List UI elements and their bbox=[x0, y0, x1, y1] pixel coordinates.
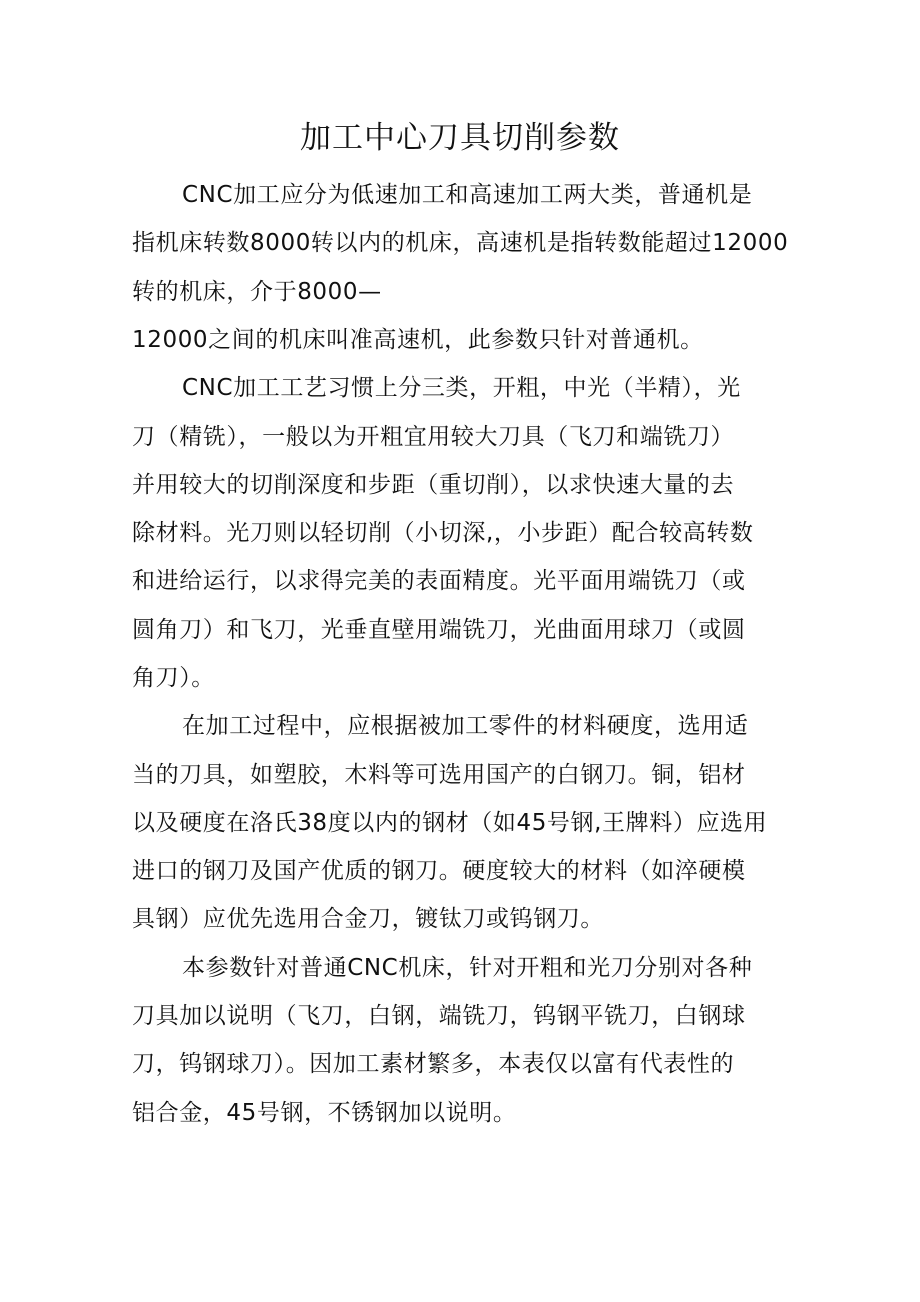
paragraph-2-line: 除材料。光刀则以轻切削（小切深,，小步距）配合较高转数 bbox=[132, 520, 754, 546]
paragraph-3-line: 在加工过程中，应根据被加工零件的材料硬度，选用适 bbox=[182, 713, 749, 739]
paragraph-3-line: 当的刀具，如塑胶，木料等可选用国产的白钢刀。铜，铝材 bbox=[132, 762, 746, 788]
paragraph-3-line: 具钢）应优先选用合金刀，镀钛刀或钨钢刀。 bbox=[132, 906, 604, 932]
paragraph-4-line: 铝合金，45号钢，不锈钢加以说明。 bbox=[132, 1100, 517, 1126]
paragraph-2-line: 角刀）。 bbox=[132, 665, 215, 691]
paragraph-4-line: 刀具加以说明（飞刀，白钢，端铣刀，钨钢平铣刀，白钢球 bbox=[132, 1003, 746, 1029]
paragraph-3-line: 以及硬度在洛氏38度以内的钢材（如45号钢,王牌料）应选用 bbox=[132, 810, 768, 836]
paragraph-1-line: 12000之间的机床叫准高速机，此参数只针对普通机。 bbox=[132, 327, 704, 353]
paragraph-1-line: 指机床转数8000转以内的机床，高速机是指转数能超过12000 bbox=[132, 230, 789, 256]
paragraph-2-line: 并用较大的切削深度和步距（重切削），以求快速大量的去 bbox=[132, 472, 735, 498]
paragraph-1-line: CNC加工应分为低速加工和高速加工两大类，普通机是 bbox=[182, 182, 753, 208]
paragraph-3-line: 进口的钢刀及国产优质的钢刀。硬度较大的材料（如淬硬模 bbox=[132, 858, 746, 884]
paragraph-2-line: 和进给运行，以求得完美的表面精度。光平面用端铣刀（或 bbox=[132, 568, 746, 594]
paragraph-2-line: 刀（精铣），一般以为开粗宜用较大刀具（飞刀和端铣刀） bbox=[132, 424, 735, 450]
paragraph-2-line: CNC加工工艺习惯上分三类，开粗，中光（半精），光 bbox=[182, 375, 741, 401]
paragraph-4-line: 本参数针对普通CNC机床，针对开粗和光刀分别对各种 bbox=[182, 955, 753, 981]
paragraph-4-line: 刀，钨钢球刀）。因加工素材繁多，本表仅以富有代表性的 bbox=[132, 1051, 735, 1077]
paragraph-2-line: 圆角刀）和飞刀，光垂直壁用端铣刀，光曲面用球刀（或圆 bbox=[132, 617, 746, 643]
document-title: 加工中心刀具切削参数 bbox=[300, 120, 620, 156]
paragraph-1-line: 转的机床，介于8000— bbox=[132, 279, 382, 305]
